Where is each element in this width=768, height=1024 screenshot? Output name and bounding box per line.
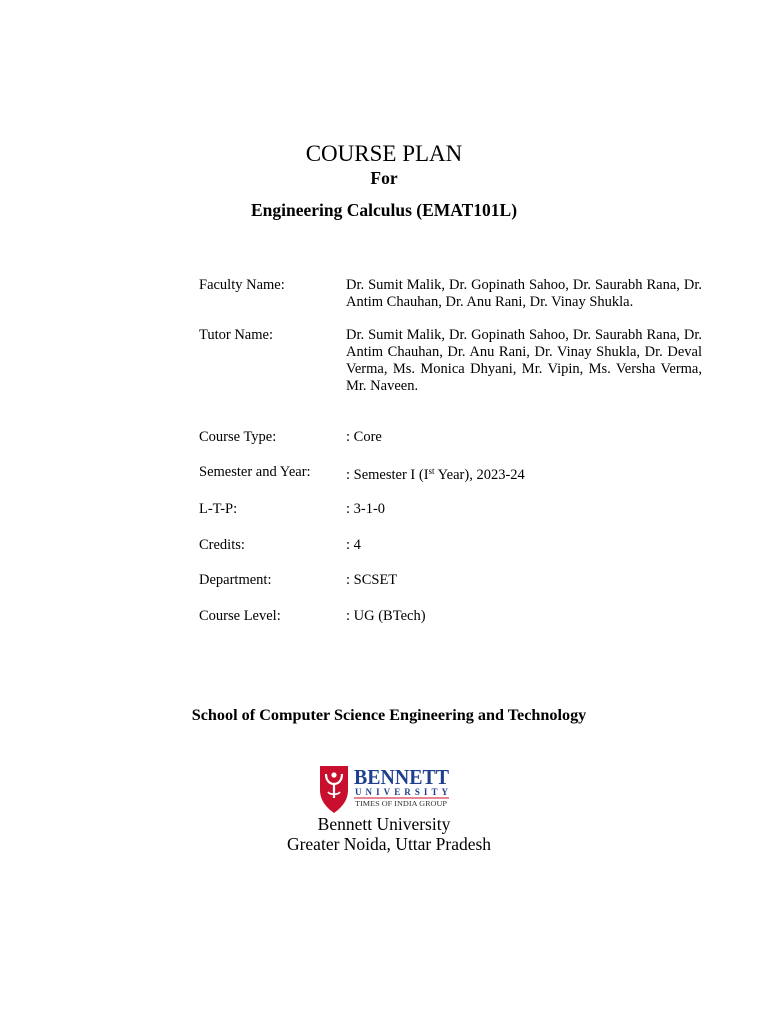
semester-value [346, 467, 525, 484]
tutor-label: Tutor Name: [199, 327, 273, 343]
logo-wordmark: BENNETT [354, 765, 449, 789]
semester-superscript: st [428, 466, 435, 476]
course-name: Engineering Calculus (EMAT101L) [250, 200, 518, 220]
course-level-label: Course Level: [199, 608, 281, 624]
department-value: : SCSET [346, 572, 398, 588]
credits-value: : 4 [346, 537, 361, 553]
logo-subword: UNIVERSITY [355, 787, 448, 797]
logo-tagline: TIMES OF INDIA GROUP [355, 800, 448, 808]
ltp-label: L-T-P: [199, 501, 238, 517]
ltp-value: : 3-1-0 [346, 501, 386, 517]
document-title: COURSE PLAN [305, 141, 463, 166]
semester-label: Semester and Year: [199, 464, 311, 480]
tutor-value: Dr. Sumit Malik, Dr. Gopinath Sahoo, Dr. Saurabh Rana, Dr. Antim Chauhan, Dr. Anu Rani, Dr. Vinay Shukla, Dr. Deval Verma, Ms. Monica Dhyani, Mr. Vipin, Ms. Versha Verma, Mr. Naveen. [346, 327, 702, 394]
credits-label: Credits: [199, 537, 245, 553]
course-type-label: Course Type: [199, 429, 277, 445]
department-label: Department: [199, 572, 272, 588]
university-name: Bennett University [317, 814, 451, 834]
bennett-university-logo [319, 764, 451, 814]
school-name: School of Computer Science Engineering and Technology [191, 706, 587, 724]
course-level-value: : UG (BTech) [346, 608, 426, 624]
for-label: For [370, 168, 398, 188]
faculty-label: Faculty Name: [199, 277, 285, 293]
semester-suffix: Year), 2023-24 [434, 467, 525, 483]
course-type-value: : Core [346, 429, 382, 445]
semester-prefix: : Semester I (I [346, 467, 429, 483]
faculty-value: Dr. Sumit Malik, Dr. Gopinath Sahoo, Dr. Saurabh Rana, Dr. Antim Chauhan, Dr. Anu Rani, Dr. Vinay Shukla. [346, 277, 702, 310]
university-location: Greater Noida, Uttar Pradesh [286, 834, 492, 854]
